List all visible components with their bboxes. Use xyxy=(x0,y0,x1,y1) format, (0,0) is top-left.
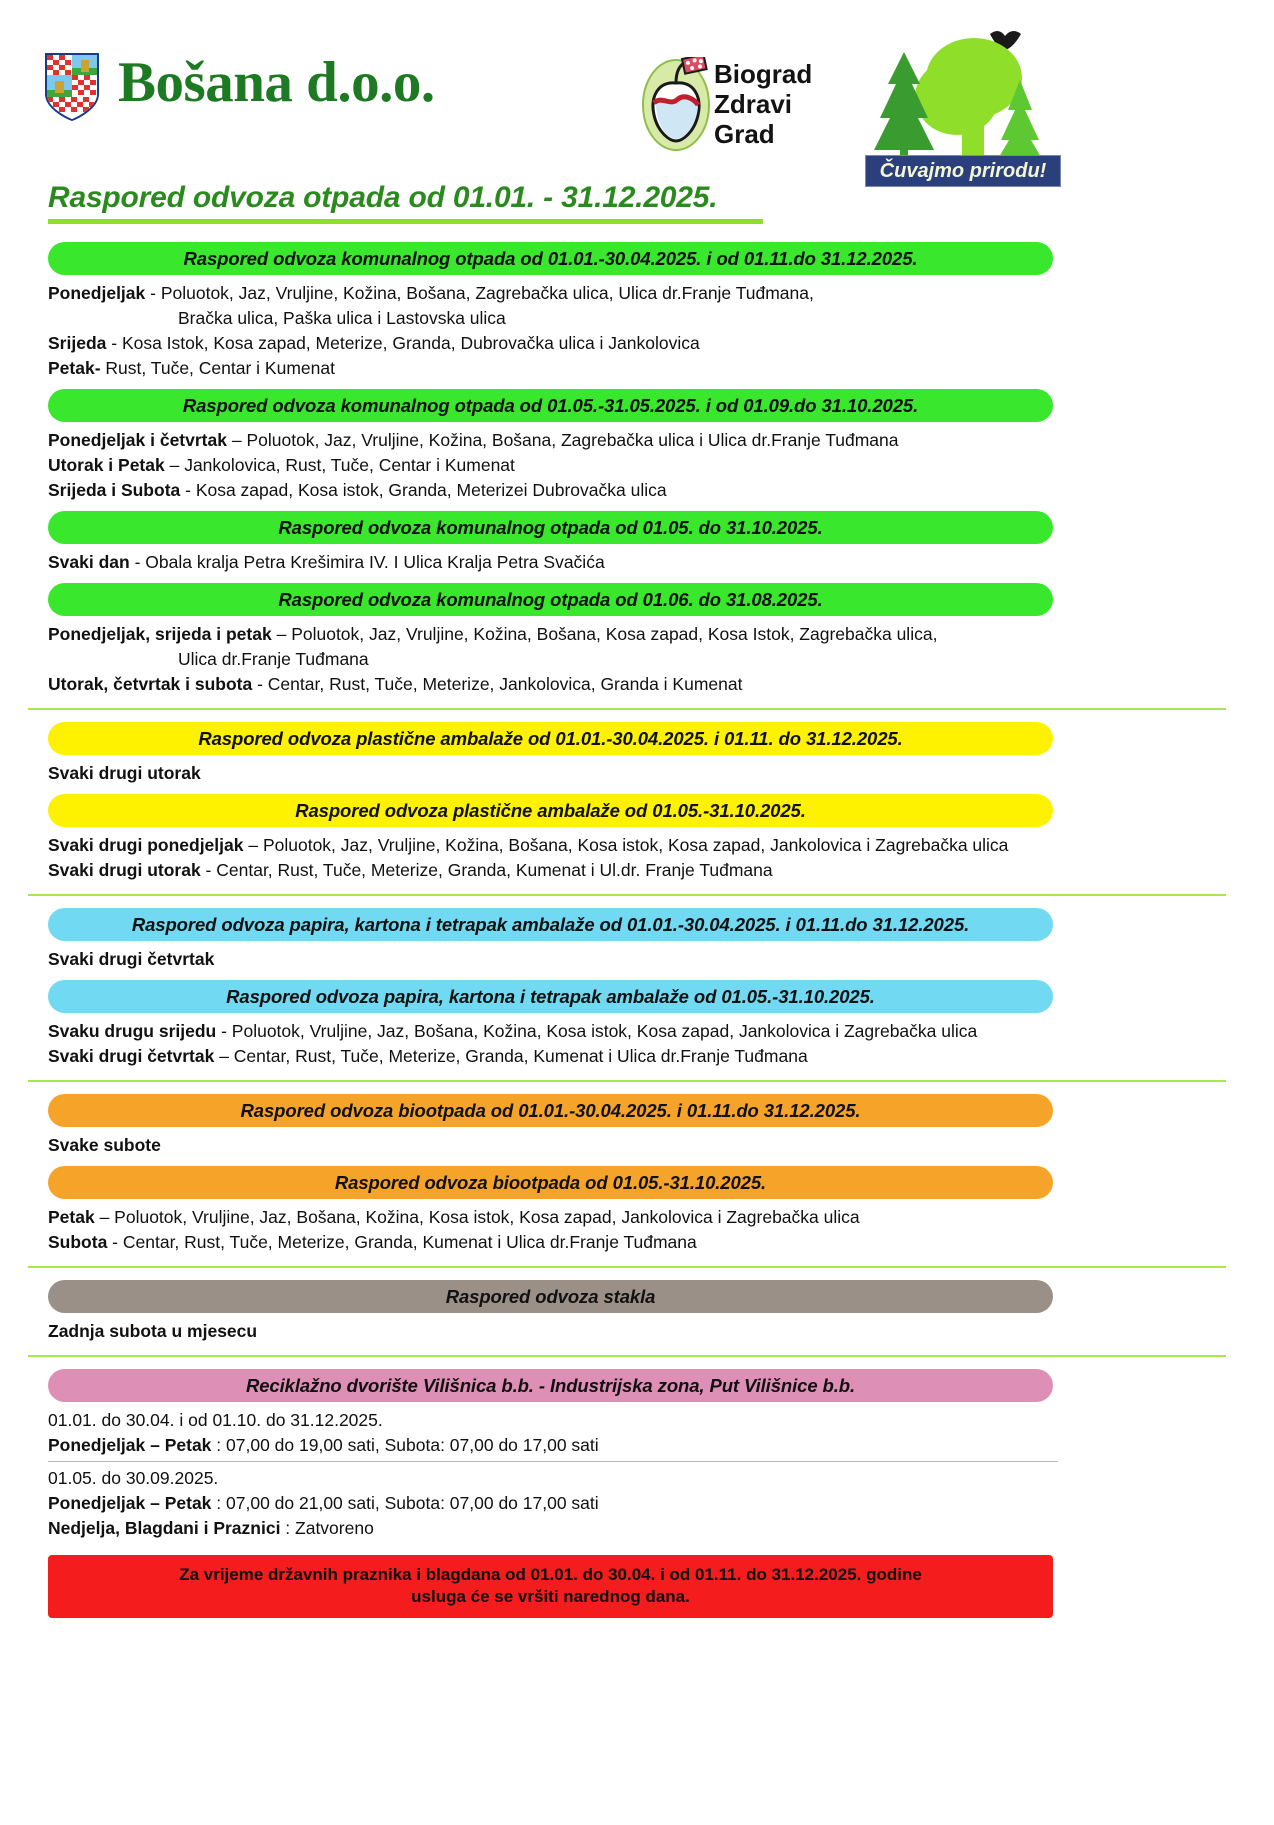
yard-hours-2-value: : 07,00 do 21,00 sati, Subota: 07,00 do 17,00 sati xyxy=(211,1493,599,1513)
schedule-areas: Centar, Rust, Tuče, Meterize, Granda, Kumenat i Ulica dr.Franje Tuđmana xyxy=(233,1046,808,1066)
nature-slogan-band xyxy=(865,155,1061,187)
section-band xyxy=(48,1094,1053,1127)
apple-icon xyxy=(640,57,712,153)
schedule-separator: - xyxy=(129,552,146,572)
schedule-areas: Poluotok, Jaz, Vruljine, Kožina, Bošana, Zagrebačka ulica, Ulica dr.Franje Tuđmana, xyxy=(160,283,814,303)
group-divider xyxy=(28,894,1226,896)
schedule-line xyxy=(48,761,1246,786)
schedule-day: Svaki drugi ponedjeljak xyxy=(48,835,244,855)
schedule-group-papir-karton-tetrapak xyxy=(48,908,1246,1069)
schedule-line xyxy=(48,331,1246,356)
yard-hours-1-value: : 07,00 do 19,00 sati, Subota: 07,00 do 17,00 sati xyxy=(211,1435,599,1455)
section-band xyxy=(48,1166,1053,1199)
schedule-areas: Bračka ulica, Paška ulica i Lastovska ulica xyxy=(178,308,506,328)
schedule-separator: – xyxy=(94,1207,115,1227)
biograd-logo-text xyxy=(714,59,812,149)
schedule-day: Ponedjeljak i četvrtak xyxy=(48,430,227,450)
schedule-line xyxy=(48,281,1246,306)
holiday-notice-line-1: Za vrijeme državnih praznika i blagdana od 01.01. do 30.04. i od 01.11. do 31.12.2025. godine xyxy=(179,1565,922,1584)
yard-hours-1-day: Ponedjeljak – Petak xyxy=(48,1435,212,1455)
section-band-label: Raspored odvoza papira, kartona i tetrapak ambalaže od 01.01.-30.04.2025. i 01.11.do 31.12.2025. xyxy=(131,913,970,935)
page-title-block xyxy=(48,181,768,224)
schedule-separator: - xyxy=(106,333,122,353)
schedule-day: Petak- xyxy=(48,358,101,378)
section-band-label: Raspored odvoza plastične ambalaže od 01.01.-30.04.2025. i 01.11. do 31.12.2025. xyxy=(198,727,903,749)
schedule-areas: Kosa zapad, Kosa istok, Granda, Meterizei Dubrovačka ulica xyxy=(195,480,667,500)
schedule-areas: Poluotok, Jaz, Vruljine, Kožina, Bošana, Kosa zapad, Kosa Istok, Zagrebačka ulica, xyxy=(291,624,938,644)
recycling-yard-block xyxy=(48,1369,1246,1618)
section-band-label: Raspored odvoza komunalnog otpada od 01.05.-31.05.2025. i od 01.09.do 31.10.2025. xyxy=(182,394,919,416)
schedule-day: Utorak, četvrtak i subota xyxy=(48,674,253,694)
section-spacer xyxy=(48,1158,1246,1166)
yard-period-1: 01.01. do 30.04. i od 01.10. do 31.12.2025. xyxy=(48,1410,383,1430)
section-spacer xyxy=(48,503,1246,511)
schedule-areas: Poluotok, Jaz, Vruljine, Kožina, Bošana, Zagrebačka ulica i Ulica dr.Franje Tuđmana xyxy=(246,430,899,450)
schedule-day: Subota xyxy=(48,1232,108,1252)
schedule-separator: – xyxy=(271,624,292,644)
schedule-line xyxy=(48,1205,1246,1230)
biograd-line-3: Grad xyxy=(714,119,775,149)
section-band-label: Raspored odvoza biootpada od 01.05.-31.10.2025. xyxy=(334,1171,767,1193)
yard-hours-2 xyxy=(48,1491,1246,1516)
schedule-line xyxy=(48,647,1246,672)
section-band xyxy=(48,722,1053,755)
schedule-day: Srijeda xyxy=(48,333,107,353)
page-title: Raspored odvoza otpada od 01.01. - 31.12.2025. xyxy=(48,181,718,214)
schedule-line xyxy=(48,672,1246,697)
schedule-group-biootpad xyxy=(48,1094,1246,1255)
schedule-separator: - xyxy=(216,1021,232,1041)
section-band-label: Raspored odvoza papira, kartona i tetrapak ambalaže od 01.05.-31.10.2025. xyxy=(226,985,875,1007)
schedule-separator: - xyxy=(107,1232,123,1252)
yard-hours-2-day: Ponedjeljak – Petak xyxy=(48,1493,212,1513)
schedule-separator: – xyxy=(214,1046,234,1066)
schedule-day: Svaki drugi utorak xyxy=(48,763,201,783)
schedule-group-staklo xyxy=(48,1280,1246,1344)
recycling-yard-label: Reciklažno dvorište Vilišnica b.b. - Industrijska zona, Put Vilišnice b.b. xyxy=(245,1374,856,1396)
section-spacer xyxy=(48,575,1246,583)
yard-hours-1 xyxy=(48,1433,1246,1458)
schedule-line xyxy=(48,833,1246,858)
schedule-areas: Centar, Rust, Tuče, Meterize, Granda, Kumenat i Ul.dr. Franje Tuđmana xyxy=(216,860,773,880)
coat-of-arms-icon xyxy=(44,52,100,122)
section-band-label: Raspored odvoza plastične ambalaže od 01.05.-31.10.2025. xyxy=(295,799,806,821)
schedule-areas: Kosa Istok, Kosa zapad, Meterize, Granda, Dubrovačka ulica i Jankolovica xyxy=(121,333,700,353)
section-spacer xyxy=(48,381,1246,389)
schedule-line xyxy=(48,1133,1246,1158)
title-underline xyxy=(48,219,763,224)
schedule-line xyxy=(48,478,1246,503)
yard-closed-day: Nedjelja, Blagdani i Praznici xyxy=(48,1518,281,1538)
schedule-day: Svaki drugi četvrtak xyxy=(48,949,215,969)
schedule-line xyxy=(48,428,1246,453)
schedule-line xyxy=(48,356,1246,381)
schedule-group-plasticna-ambalaza xyxy=(48,722,1246,883)
yard-closed xyxy=(48,1516,1246,1541)
nature-slogan-text: Čuvajmo prirodu! xyxy=(879,160,1047,182)
section-spacer xyxy=(48,972,1246,980)
schedule-line xyxy=(48,622,1246,647)
page-header xyxy=(0,0,1274,182)
schedule-separator: - xyxy=(252,674,268,694)
schedule-areas: Poluotok, Vruljine, Jaz, Bošana, Kožina, Kosa istok, Kosa zapad, Jankolovica i Zagrebačka ulica xyxy=(114,1207,860,1227)
schedule-day: Srijeda i Subota xyxy=(48,480,181,500)
schedule-day: Utorak i Petak xyxy=(48,455,165,475)
schedule-line xyxy=(48,947,1246,972)
section-band-label: Raspored odvoza biootpada od 01.01.-30.04.2025. i 01.11.do 31.12.2025. xyxy=(240,1099,861,1121)
schedule-separator: - xyxy=(200,860,217,880)
yard-divider xyxy=(48,1461,1058,1462)
section-band xyxy=(48,583,1053,616)
group-divider xyxy=(28,708,1226,710)
schedule-areas: Ulica dr.Franje Tuđmana xyxy=(178,649,369,669)
cuvajmo-prirodu-logo xyxy=(862,22,1067,187)
section-band-label: Raspored odvoza komunalnog otpada od 01.05. do 31.10.2025. xyxy=(278,516,823,538)
schedule-separator: – xyxy=(226,430,247,450)
schedule-day: Ponedjeljak, srijeda i petak xyxy=(48,624,272,644)
holiday-notice-line-2: usluga će se vršiti narednog dana. xyxy=(411,1587,690,1606)
schedule-day: Svaki drugi četvrtak xyxy=(48,1046,215,1066)
schedule-areas: Centar, Rust, Tuče, Meterize, Granda, Kumenat i Ulica dr.Franje Tuđmana xyxy=(122,1232,697,1252)
yard-closed-value: : Zatvoreno xyxy=(280,1518,374,1538)
yard-period-2: 01.05. do 30.09.2025. xyxy=(48,1468,219,1488)
schedule-day: Svaki dan xyxy=(48,552,130,572)
section-band xyxy=(48,980,1053,1013)
section-spacer xyxy=(48,786,1246,794)
group-divider xyxy=(28,1355,1226,1357)
schedule-day: Petak xyxy=(48,1207,95,1227)
section-band xyxy=(48,242,1053,275)
schedule-areas: Poluotok, Vruljine, Jaz, Bošana, Kožina, Kosa istok, Kosa zapad, Jankolovica i Zagrebačka ulica xyxy=(231,1021,978,1041)
schedule-areas: Centar, Rust, Tuče, Meterize, Jankolovica, Granda i Kumenat xyxy=(267,674,743,694)
schedule-areas: Rust, Tuče, Centar i Kumenat xyxy=(105,358,335,378)
section-band-label: Raspored odvoza komunalnog otpada od 01.06. do 31.08.2025. xyxy=(278,588,823,610)
schedule-line xyxy=(48,453,1246,478)
schedule-line xyxy=(48,550,1246,575)
section-band xyxy=(48,389,1053,422)
schedule-line xyxy=(48,1044,1246,1069)
schedule-separator: – xyxy=(243,835,263,855)
biograd-zdravi-grad-logo xyxy=(640,57,850,157)
biograd-line-2: Zdravi xyxy=(714,89,793,119)
section-band xyxy=(48,1280,1053,1313)
group-divider xyxy=(28,1266,1226,1268)
schedule-areas: Jankolovica, Rust, Tuče, Centar i Kumenat xyxy=(184,455,515,475)
group-divider xyxy=(28,1080,1226,1082)
schedule-line xyxy=(48,1019,1246,1044)
schedule-day: Svake subote xyxy=(48,1135,161,1155)
schedule-day: Ponedjeljak xyxy=(48,283,146,303)
schedule-line xyxy=(48,1230,1246,1255)
section-band xyxy=(48,794,1053,827)
schedule-separator: - xyxy=(180,480,196,500)
section-band-label: Raspored odvoza stakla xyxy=(445,1285,656,1307)
schedule-content xyxy=(0,242,1274,1618)
schedule-separator: – xyxy=(164,455,185,475)
schedule-day: Svaku drugu srijedu xyxy=(48,1021,217,1041)
schedule-areas: Poluotok, Jaz, Vruljine, Kožina, Bošana, Kosa istok, Kosa zapad, Jankolovica i Zagrebačka ulica xyxy=(262,835,1009,855)
recycling-yard-band xyxy=(48,1369,1053,1402)
biograd-line-1: Biograd xyxy=(714,59,813,89)
section-band-label: Raspored odvoza komunalnog otpada od 01.01.-30.04.2025. i od 01.11.do 31.12.2025. xyxy=(183,247,918,269)
section-band xyxy=(48,908,1053,941)
schedule-line xyxy=(48,1319,1246,1344)
schedule-line xyxy=(48,858,1246,883)
schedule-day: Svaki drugi utorak xyxy=(48,860,201,880)
schedule-areas: Obala kralja Petra Krešimira IV. I Ulica Kralja Petra Svačića xyxy=(145,552,605,572)
holiday-notice-banner xyxy=(48,1555,1053,1618)
schedule-separator: - xyxy=(145,283,161,303)
schedule-line xyxy=(48,306,1246,331)
schedule-group-komunalni-otpad xyxy=(48,242,1246,697)
schedule-day: Zadnja subota u mjesecu xyxy=(48,1321,258,1341)
section-band xyxy=(48,511,1053,544)
company-name: Bošana d.o.o. xyxy=(118,51,435,114)
